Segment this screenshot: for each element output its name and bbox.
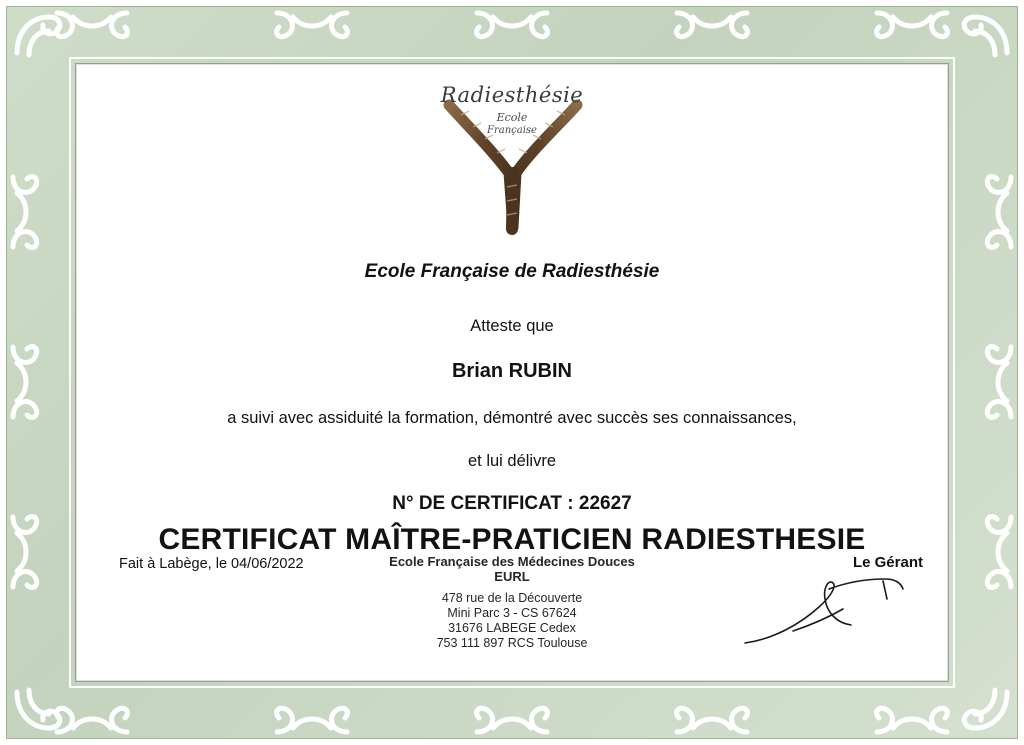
logo-sub-line-1: Ecole bbox=[496, 111, 528, 124]
attests-label: Atteste que bbox=[470, 317, 554, 335]
edge-flourish-left-c bbox=[7, 507, 51, 597]
statement-line-2: et lui délivre bbox=[467, 452, 557, 470]
edge-flourish-top-b bbox=[267, 7, 357, 51]
edge-flourish-top-d bbox=[667, 7, 757, 51]
edge-flourish-bottom-d bbox=[667, 694, 757, 738]
company-legal-form: EURL bbox=[494, 569, 530, 584]
dowsing-rod-icon bbox=[417, 77, 607, 252]
certificate-title: CERTIFICAT MAÎTRE-PRATICIEN RADIESTHESIE bbox=[158, 523, 866, 556]
place-and-date: Fait à Labège, le 04/06/2022 bbox=[119, 556, 304, 572]
corner-flourish-top-left bbox=[9, 9, 79, 61]
edge-flourish-bottom-b bbox=[267, 694, 357, 738]
edge-flourish-right-b bbox=[973, 337, 1017, 427]
edge-flourish-bottom-a bbox=[47, 694, 137, 738]
edge-flourish-left-b bbox=[7, 337, 51, 427]
logo-sub-line-2: Française bbox=[487, 125, 537, 136]
edge-flourish-top-e bbox=[867, 7, 957, 51]
company-address-line-2: Mini Parc 3 - CS 67624 bbox=[447, 606, 577, 620]
edge-flourish-bottom-e bbox=[867, 694, 957, 738]
edge-flourish-right-c bbox=[973, 507, 1017, 597]
organization-name: Ecole Française de Radiesthésie bbox=[364, 261, 660, 282]
signature-mark bbox=[733, 573, 923, 656]
corner-flourish-top-right bbox=[945, 9, 1015, 61]
handwritten-signature-icon bbox=[733, 573, 923, 651]
certificate-footer bbox=[77, 554, 947, 664]
corner-flourish-bottom-right bbox=[945, 684, 1015, 736]
logo-area bbox=[77, 77, 947, 252]
logo-script-text: Radiesthésie bbox=[440, 83, 584, 107]
signature-area bbox=[733, 554, 923, 656]
edge-flourish-left-a bbox=[7, 167, 51, 257]
certificate-body bbox=[77, 261, 947, 557]
statement-line-1: a suivi avec assiduité la formation, démontré avec succès ses connaissances, bbox=[227, 409, 797, 427]
edge-flourish-bottom-c bbox=[467, 694, 557, 738]
edge-flourish-top-a bbox=[47, 7, 137, 51]
certificate-number: N° DE CERTIFICAT : 22627 bbox=[392, 493, 632, 514]
company-address-line-3: 31676 LABEGE Cedex bbox=[448, 621, 576, 635]
company-name: Ecole Française des Médecines Douces bbox=[389, 554, 635, 569]
company-address-line-4: 753 111 897 RCS Toulouse bbox=[436, 636, 588, 650]
recipient-name: Brian RUBIN bbox=[451, 360, 572, 382]
signature-label: Le Gérant bbox=[852, 554, 923, 571]
certificate-paper bbox=[76, 64, 948, 681]
corner-flourish-bottom-left bbox=[9, 684, 79, 736]
edge-flourish-top-c bbox=[467, 7, 557, 51]
edge-flourish-right-a bbox=[973, 167, 1017, 257]
company-address-line-1: 478 rue de la Découverte bbox=[441, 591, 583, 605]
